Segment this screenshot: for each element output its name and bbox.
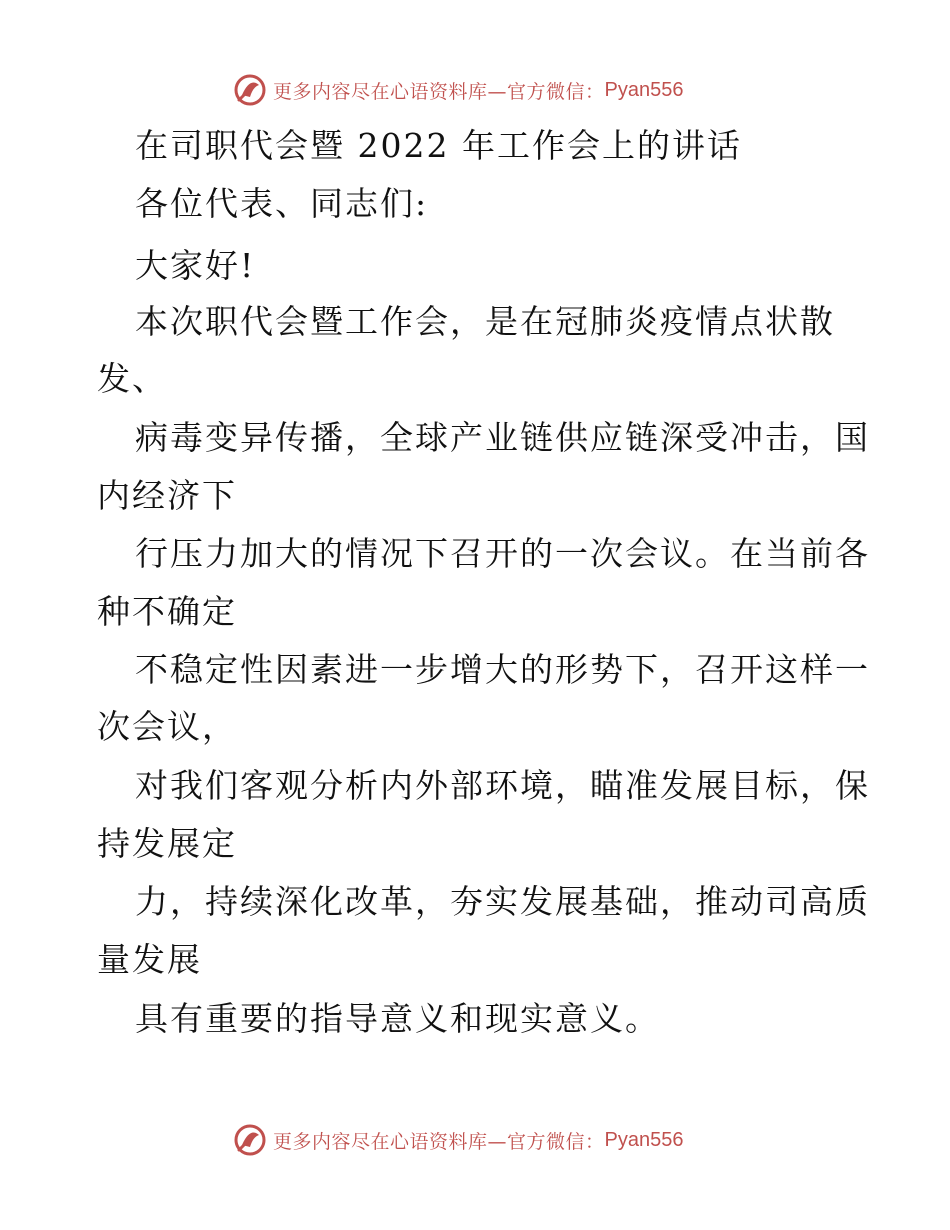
watermark-contact: Pyan556 [604, 78, 684, 101]
greeting: 大家好! [135, 246, 256, 285]
logo-icon [233, 1123, 267, 1157]
document-title: 在司职代会暨 2022 年工作会上的讲话 [135, 126, 742, 165]
paragraph-line: 种不确定 [97, 592, 237, 631]
paragraph-line: 次会议， [97, 707, 237, 746]
salutation: 各位代表、同志们: [135, 184, 429, 223]
paragraph-line: 不稳定性因素进一步增大的形势下，召开这样一 [135, 650, 870, 689]
paragraph-line: 内经济下 [97, 476, 237, 515]
watermark-text: 更多内容尽在心语资料库—官方微信： [273, 1130, 605, 1153]
paragraph-line: 具有重要的指导意义和现实意义。 [135, 999, 660, 1038]
paragraph-line: 对我们客观分析内外部环境，瞄准发展目标，保 [135, 766, 870, 805]
watermark-contact: Pyan556 [604, 1128, 684, 1151]
logo-icon [233, 73, 267, 107]
paragraph-line: 病毒变异传播，全球产业链供应链深受冲击，国 [135, 418, 870, 457]
paragraph-line: 行压力加大的情况下召开的一次会议。在当前各 [135, 534, 870, 573]
header-watermark [233, 72, 683, 108]
watermark-text: 更多内容尽在心语资料库—官方微信： [273, 80, 605, 103]
paragraph-line: 力，持续深化改革，夯实发展基础，推动司高质 [135, 882, 870, 921]
paragraph-line: 持发展定 [97, 824, 237, 863]
footer-watermark [233, 1122, 683, 1158]
paragraph-line: 本次职代会暨工作会，是在冠肺炎疫情点状散 [135, 302, 835, 341]
paragraph-line: 发、 [97, 359, 167, 398]
paragraph-line: 量发展 [97, 940, 202, 979]
